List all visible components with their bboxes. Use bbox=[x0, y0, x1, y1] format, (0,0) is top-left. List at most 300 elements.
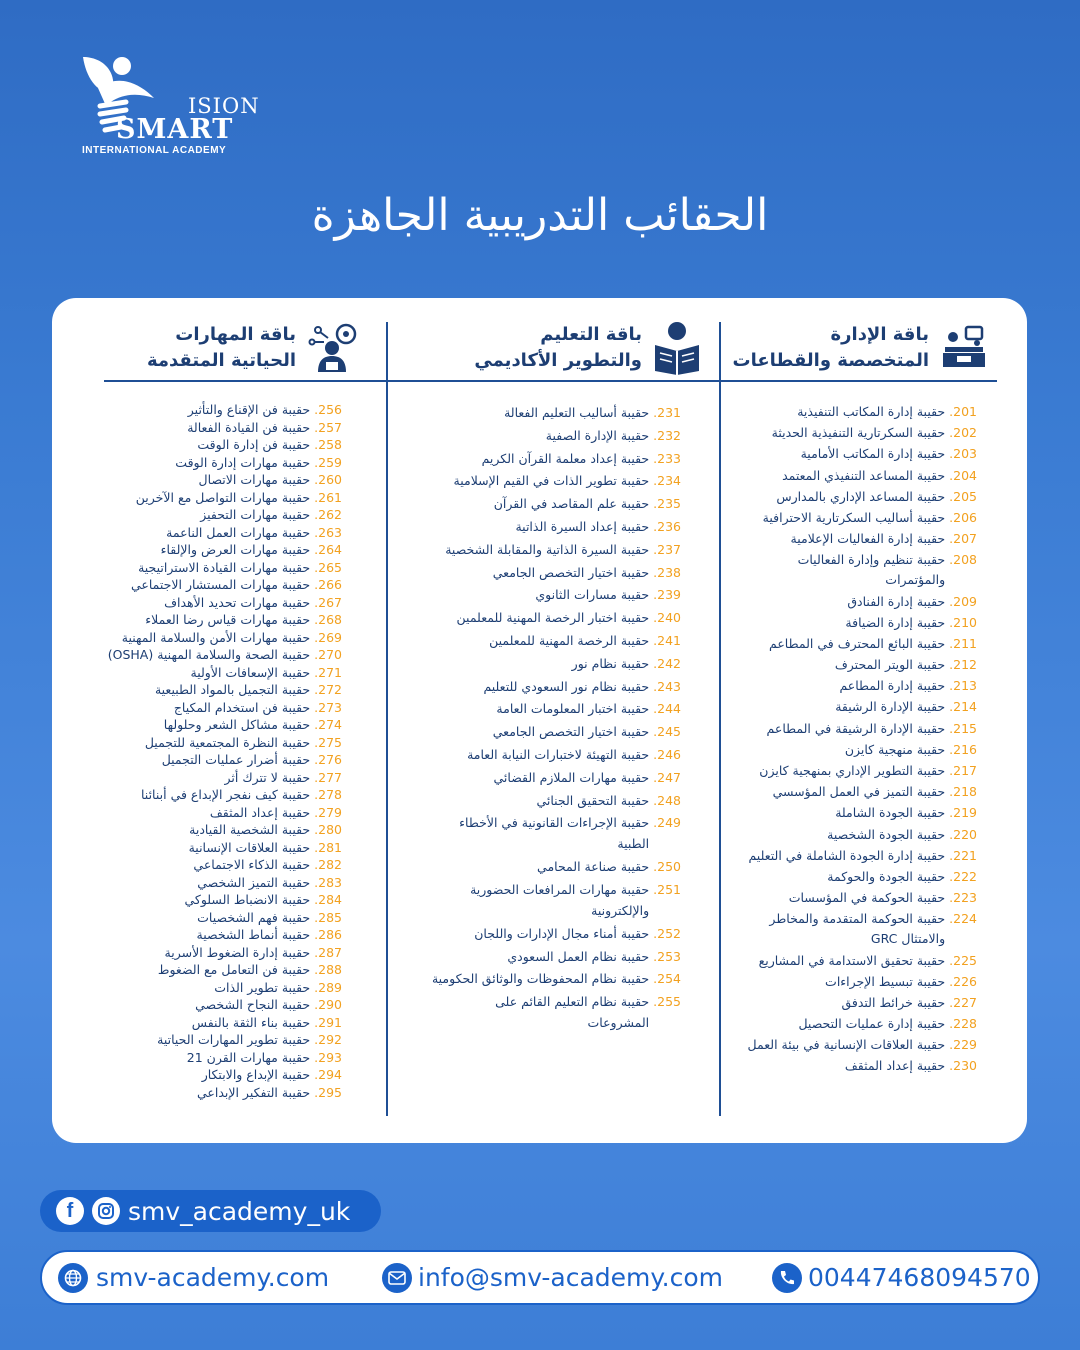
item-number: 227. bbox=[949, 994, 977, 1010]
item-number: 212. bbox=[949, 657, 977, 673]
item-title: حقيبة مهارات قياس رضا العملاء bbox=[145, 612, 311, 627]
item-title: حقيبة الرخصة المهنية للمعلمين bbox=[489, 632, 650, 648]
thinking-person-gear-icon bbox=[306, 322, 362, 374]
item-number: 291. bbox=[314, 1014, 342, 1030]
item-title: حقيبة إدارة عمليات التحصيل bbox=[798, 1016, 946, 1032]
list-item bbox=[102, 717, 342, 734]
item-number: 244. bbox=[653, 701, 681, 717]
item-title: حقيبة أمناء مجال الإدارات واللجان bbox=[474, 925, 650, 941]
list-item bbox=[737, 423, 977, 443]
item-title: حقيبة مشاكل الشعر وحلولها bbox=[163, 717, 311, 732]
item-title: حقيبة التميز في العمل المؤسسي bbox=[772, 784, 946, 800]
item-title: حقيبة لا تترك أثر bbox=[224, 769, 311, 785]
item-title: حقيبة التميز الشخصي bbox=[197, 874, 311, 890]
item-title: حقيبة النجاح الشخصي bbox=[195, 997, 311, 1012]
list-item bbox=[102, 612, 342, 629]
item-title: حقيبة إدارة الضغوط الأسرية bbox=[164, 944, 311, 960]
item-title: حقيبة كيف نفجر الإبداع في أبنائنا bbox=[141, 787, 311, 802]
item-title: حقيبة إعداد معلمة القرآن الكريم bbox=[481, 450, 650, 466]
list-item bbox=[737, 951, 977, 971]
item-number: 262. bbox=[314, 507, 342, 522]
item-number: 243. bbox=[653, 678, 681, 694]
list-item bbox=[431, 630, 681, 651]
list-item bbox=[102, 875, 342, 892]
item-number: 277. bbox=[314, 769, 342, 785]
column-divider-left bbox=[386, 322, 388, 1116]
item-title: حقيبة إعداد السيرة الذاتية bbox=[515, 518, 650, 534]
contact-bar bbox=[40, 1250, 1040, 1305]
item-title: حقيبة مهارات التحفيز bbox=[200, 507, 311, 522]
item-number: 253. bbox=[653, 948, 681, 964]
item-number: 286. bbox=[314, 927, 342, 942]
header-divider bbox=[104, 380, 997, 382]
item-number: 282. bbox=[314, 857, 342, 872]
item-title: حقيبة منهجية كايزن bbox=[844, 741, 946, 757]
list-item bbox=[102, 595, 342, 612]
item-number: 236. bbox=[653, 518, 681, 534]
item-number: 268. bbox=[314, 612, 342, 627]
item-title: حقيبة التجميل بالمواد الطبيعية bbox=[154, 682, 311, 697]
item-title: حقيبة نظام نور السعودي للتعليم bbox=[483, 678, 650, 694]
item-number: 293. bbox=[314, 1049, 342, 1065]
desk-reception-icon bbox=[939, 323, 989, 373]
item-number: 260. bbox=[314, 472, 342, 487]
list-item bbox=[102, 455, 342, 472]
item-title: حقيبة أنماط الشخصية bbox=[196, 927, 311, 942]
list-item bbox=[737, 803, 977, 823]
item-number: 256. bbox=[314, 402, 342, 417]
item-number: 283. bbox=[314, 874, 342, 890]
phone-icon bbox=[772, 1263, 802, 1293]
item-title: حقيبة فن التعامل مع الضغوط bbox=[157, 962, 311, 977]
list-item bbox=[431, 879, 681, 921]
item-number: 285. bbox=[314, 909, 342, 925]
item-title: حقيبة علم المقاصد في القرآن bbox=[493, 496, 650, 512]
social-handle-bar[interactable] bbox=[40, 1190, 381, 1232]
item-number: 270. bbox=[314, 647, 342, 662]
list-item bbox=[102, 945, 342, 962]
item-number: 240. bbox=[653, 610, 681, 626]
item-title: حقيبة فن الإقناع والتأثير bbox=[187, 402, 311, 417]
list-item bbox=[102, 962, 342, 979]
list-item bbox=[102, 787, 342, 804]
item-number: 201. bbox=[949, 404, 977, 419]
item-number: 250. bbox=[653, 859, 681, 875]
item-number: 264. bbox=[314, 542, 342, 557]
list-item bbox=[431, 516, 681, 537]
item-number: 226. bbox=[949, 973, 977, 989]
item-number: 216. bbox=[949, 741, 977, 757]
list-item bbox=[737, 740, 977, 760]
item-number: 288. bbox=[314, 962, 342, 977]
list-item bbox=[431, 539, 681, 560]
item-number: 231. bbox=[653, 405, 681, 420]
item-number: 218. bbox=[949, 784, 977, 800]
list-item bbox=[102, 980, 342, 997]
list-item bbox=[737, 402, 977, 422]
column-heading-2: الحياتية المتقدمة bbox=[146, 350, 296, 371]
item-title: حقيبة مهارات المستشار الاجتماعي bbox=[130, 577, 311, 592]
item-title: حقيبة إدارة الجودة الشاملة في التعليم bbox=[748, 847, 946, 863]
list-item bbox=[737, 909, 977, 949]
list-item bbox=[431, 923, 681, 944]
item-title: حقيبة الصحة والسلامة المهنية (OSHA) bbox=[107, 647, 311, 662]
item-number: 206. bbox=[949, 509, 977, 525]
list-item bbox=[737, 676, 977, 696]
item-number: 249. bbox=[653, 815, 681, 831]
item-title: حقيبة فن استخدام المكياج bbox=[173, 699, 311, 715]
item-title: حقيبة الحوكمة المتقدمة والمخاطر والامتثال GRC bbox=[769, 911, 946, 947]
list-item bbox=[737, 592, 977, 612]
item-number: 278. bbox=[314, 787, 342, 802]
item-title: حقيبة تطوير المهارات الحياتية bbox=[157, 1032, 311, 1047]
item-number: 241. bbox=[653, 632, 681, 648]
list-item bbox=[102, 700, 342, 717]
list-education bbox=[431, 402, 681, 1035]
item-title: حقيبة العلاقات الإنسانية bbox=[188, 839, 311, 855]
item-title: حقيبة اختبار الرخصة المهنية للمعلمين bbox=[456, 610, 650, 626]
item-title: حقيبة تنظيم وإدارة الفعاليات والمؤتمرات bbox=[797, 552, 946, 588]
item-title: حقيبة إدارة المكاتب التنفيذية bbox=[797, 404, 946, 419]
list-item bbox=[102, 752, 342, 769]
item-title: حقيبة نظام نور bbox=[571, 655, 650, 671]
item-number: 284. bbox=[314, 892, 342, 907]
list-item bbox=[102, 665, 342, 682]
item-title: حقيبة مهارات الأمن والسلامة المهنية bbox=[121, 629, 311, 645]
item-number: 254. bbox=[653, 971, 681, 987]
item-title: حقيبة إعداد المثقف bbox=[844, 1058, 946, 1074]
item-title: حقيبة مهارات الملازم القضائي bbox=[493, 769, 650, 785]
list-item bbox=[737, 761, 977, 781]
item-title: حقيبة المساعد الإداري بالمدارس bbox=[776, 488, 946, 504]
item-number: 224. bbox=[949, 911, 977, 927]
globe-icon bbox=[58, 1263, 88, 1293]
list-item bbox=[431, 676, 681, 697]
item-title: حقيبة تطوير الذات bbox=[214, 979, 311, 995]
item-number: 281. bbox=[314, 839, 342, 855]
item-title: حقيبة الويتر المحترف bbox=[834, 657, 946, 673]
item-title: حقيبة نظام المحفوظات والوثائق الحكومية bbox=[431, 971, 650, 987]
list-item bbox=[737, 719, 977, 739]
list-item bbox=[431, 790, 681, 811]
item-title: حقيبة إدارة الفعاليات الإعلامية bbox=[790, 531, 946, 547]
item-title: حقيبة تحقيق الاستدامة في المشاريع bbox=[758, 952, 946, 968]
list-item bbox=[431, 470, 681, 491]
item-number: 246. bbox=[653, 746, 681, 762]
list-item bbox=[737, 487, 977, 507]
item-title: حقيبة الإجراءات القانونية في الأخطاء الطبية bbox=[459, 815, 650, 852]
social-handle-text: smv_academy_uk bbox=[128, 1196, 351, 1226]
list-item bbox=[737, 1056, 977, 1076]
column-divider-right bbox=[719, 322, 721, 1116]
list-item bbox=[431, 767, 681, 788]
item-title: حقيبة إدارة الضيافة bbox=[845, 614, 946, 630]
envelope-icon bbox=[382, 1263, 412, 1293]
facebook-icon[interactable]: f bbox=[56, 1197, 84, 1225]
list-item bbox=[431, 562, 681, 583]
reader-book-icon bbox=[652, 321, 702, 375]
item-number: 290. bbox=[314, 997, 342, 1012]
item-number: 295. bbox=[314, 1084, 342, 1100]
item-number: 279. bbox=[314, 804, 342, 820]
list-item bbox=[737, 972, 977, 992]
list-item bbox=[431, 584, 681, 605]
list-item bbox=[102, 1067, 342, 1084]
item-title: حقيبة النظرة المجتمعية للتجميل bbox=[144, 734, 311, 750]
list-item bbox=[431, 991, 681, 1033]
item-number: 258. bbox=[314, 437, 342, 452]
list-item bbox=[737, 697, 977, 717]
item-number: 239. bbox=[653, 587, 681, 603]
list-item bbox=[102, 542, 342, 559]
item-number: 209. bbox=[949, 593, 977, 609]
column-header-education bbox=[432, 318, 702, 378]
list-item bbox=[102, 437, 342, 454]
item-number: 204. bbox=[949, 467, 977, 483]
item-title: حقيبة مسارات الثانوي bbox=[535, 587, 650, 603]
list-item bbox=[737, 825, 977, 845]
item-title: حقيبة الجودة الشاملة bbox=[835, 805, 946, 821]
list-item bbox=[431, 402, 681, 423]
item-number: 220. bbox=[949, 826, 977, 842]
list-item bbox=[102, 927, 342, 944]
list-item bbox=[102, 490, 342, 507]
item-title: حقيبة فن إدارة الوقت bbox=[197, 437, 311, 452]
item-number: 251. bbox=[653, 881, 681, 897]
list-item bbox=[102, 402, 342, 419]
list-item bbox=[737, 888, 977, 908]
item-number: 233. bbox=[653, 450, 681, 466]
brand-logo bbox=[70, 52, 260, 162]
item-title: حقيبة مهارات القرن 21 bbox=[186, 1049, 311, 1065]
item-number: 202. bbox=[949, 425, 977, 441]
list-item bbox=[431, 968, 681, 989]
list-item bbox=[737, 1014, 977, 1034]
item-title: حقيبة أساليب التعليم الفعالة bbox=[504, 405, 650, 420]
list-item bbox=[431, 653, 681, 674]
list-item bbox=[737, 508, 977, 528]
item-title: حقيبة التهيئة لاختبارات النيابة العامة bbox=[467, 746, 650, 762]
item-title: حقيبة الإدارة الرشيقة في المطاعم bbox=[766, 720, 946, 736]
list-item bbox=[102, 910, 342, 927]
item-number: 210. bbox=[949, 614, 977, 630]
item-number: 259. bbox=[314, 454, 342, 470]
item-number: 205. bbox=[949, 488, 977, 504]
list-item bbox=[737, 444, 977, 464]
item-title: حقيبة مهارات التواصل مع الآخرين bbox=[135, 489, 311, 505]
item-number: 276. bbox=[314, 752, 342, 767]
item-title: حقيبة اختيار التخصص الجامعي bbox=[492, 564, 650, 580]
item-number: 248. bbox=[653, 792, 681, 808]
phone-link[interactable] bbox=[772, 1263, 1031, 1293]
item-title: حقيبة نظام التعليم القائم على المشروعات bbox=[495, 994, 650, 1031]
item-number: 292. bbox=[314, 1032, 342, 1047]
item-number: 228. bbox=[949, 1016, 977, 1032]
list-item bbox=[102, 892, 342, 909]
list-item bbox=[102, 770, 342, 787]
item-number: 215. bbox=[949, 720, 977, 736]
item-title: حقيبة فن القيادة الفعالة bbox=[187, 419, 311, 435]
item-title: حقيبة الإدارة الرشيقة bbox=[835, 699, 946, 715]
list-item bbox=[431, 607, 681, 628]
column-header-skills bbox=[122, 318, 362, 378]
list-item bbox=[431, 721, 681, 742]
item-number: 269. bbox=[314, 629, 342, 645]
item-title: حقيبة السيرة الذاتية والمقابلة الشخصية bbox=[445, 541, 650, 557]
list-item bbox=[102, 647, 342, 664]
list-item bbox=[431, 856, 681, 877]
column-heading-1: باقة التعليم bbox=[540, 324, 642, 345]
brand-line-3: INTERNATIONAL ACADEMY bbox=[82, 145, 227, 156]
item-number: 263. bbox=[314, 524, 342, 540]
item-number: 272. bbox=[314, 682, 342, 697]
item-title: حقيبة إدارة المطاعم bbox=[839, 678, 946, 694]
item-title: حقيبة خرائط التدفق bbox=[841, 994, 946, 1010]
item-number: 217. bbox=[949, 763, 977, 778]
list-item bbox=[102, 857, 342, 874]
list-item bbox=[431, 946, 681, 967]
item-number: 266. bbox=[314, 577, 342, 592]
item-title: حقيبة العلاقات الإنسانية في بيئة العمل bbox=[747, 1037, 946, 1053]
list-item bbox=[737, 867, 977, 887]
item-title: حقيبة إعداد المثقف bbox=[209, 804, 311, 820]
item-number: 214. bbox=[949, 699, 977, 715]
item-title: حقيبة إدارة الفنادق bbox=[847, 593, 946, 609]
item-number: 232. bbox=[653, 427, 681, 443]
email-link[interactable] bbox=[382, 1263, 723, 1293]
list-item bbox=[102, 1032, 342, 1049]
brand-line-1: ISION bbox=[188, 94, 260, 118]
item-number: 221. bbox=[949, 847, 977, 863]
item-title: حقيبة إدارة المكاتب الأمامية bbox=[800, 446, 946, 462]
item-title: حقيبة الشخصية القيادية bbox=[189, 822, 311, 837]
list-item bbox=[737, 655, 977, 675]
item-number: 275. bbox=[314, 734, 342, 750]
list-item bbox=[102, 420, 342, 437]
item-title: حقيبة التفكير الإبداعي bbox=[196, 1084, 311, 1100]
list-item bbox=[102, 577, 342, 594]
item-title: حقيبة مهارات العرض والإلقاء bbox=[160, 542, 311, 557]
list-item bbox=[102, 630, 342, 647]
item-title: حقيبة اختبار المعلومات العامة bbox=[496, 701, 650, 717]
website-text: smv-academy.com bbox=[96, 1263, 330, 1292]
item-number: 271. bbox=[314, 664, 342, 680]
item-title: حقيبة نظام العمل السعودي bbox=[507, 948, 650, 964]
page-title: الحقائب التدريبية الجاهزة bbox=[311, 190, 769, 241]
item-number: 203. bbox=[949, 446, 977, 462]
item-number: 213. bbox=[949, 678, 977, 694]
list-item bbox=[102, 822, 342, 839]
list-item bbox=[737, 529, 977, 549]
list-item bbox=[431, 698, 681, 719]
item-title: حقيبة الجودة الشخصية bbox=[827, 826, 946, 842]
list-item bbox=[431, 425, 681, 446]
item-title: حقيبة مهارات الاتصال bbox=[198, 472, 311, 487]
item-title: حقيبة الحوكمة في المؤسسات bbox=[788, 890, 946, 906]
list-item bbox=[102, 805, 342, 822]
item-number: 207. bbox=[949, 531, 977, 547]
email-text: info@smv-academy.com bbox=[418, 1263, 723, 1292]
item-number: 267. bbox=[314, 594, 342, 610]
item-number: 294. bbox=[314, 1067, 342, 1082]
item-title: حقيبة التطوير الإداري بمنهجية كايزن bbox=[759, 763, 946, 778]
list-item bbox=[431, 744, 681, 765]
item-number: 245. bbox=[653, 724, 681, 740]
item-title: حقيبة مهارات القيادة الاستراتيجية bbox=[138, 559, 311, 575]
item-number: 225. bbox=[949, 952, 977, 968]
list-item bbox=[102, 1085, 342, 1102]
item-title: حقيبة الإدارة الصفية bbox=[545, 427, 650, 443]
item-number: 237. bbox=[653, 541, 681, 557]
item-title: حقيبة فهم الشخصيات bbox=[197, 909, 311, 925]
list-item bbox=[431, 812, 681, 854]
item-title: حقيبة أضرار عمليات التجميل bbox=[161, 752, 311, 767]
brand-line-2: SMART bbox=[116, 114, 234, 145]
website-link[interactable] bbox=[58, 1263, 329, 1293]
item-title: حقيبة تطوير الذات في القيم الإسلامية bbox=[453, 473, 650, 489]
list-item bbox=[737, 782, 977, 802]
item-number: 274. bbox=[314, 717, 342, 732]
list-skills bbox=[102, 402, 342, 1102]
list-item bbox=[102, 682, 342, 699]
item-number: 280. bbox=[314, 822, 342, 837]
column-heading-1: باقة المهارات bbox=[175, 324, 296, 345]
list-item bbox=[102, 1015, 342, 1032]
list-item bbox=[737, 550, 977, 590]
item-title: حقيبة اختيار التخصص الجامعي bbox=[492, 724, 650, 740]
item-number: 273. bbox=[314, 699, 342, 715]
list-item bbox=[737, 993, 977, 1013]
list-management bbox=[737, 402, 977, 1078]
item-title: حقيبة مهارات العمل الناعمة bbox=[166, 524, 311, 540]
catalog-card bbox=[52, 298, 1027, 1143]
item-title: حقيبة الانضباط السلوكي bbox=[184, 892, 311, 907]
item-number: 222. bbox=[949, 868, 977, 884]
item-number: 265. bbox=[314, 559, 342, 575]
list-item bbox=[102, 997, 342, 1014]
item-number: 211. bbox=[949, 635, 977, 651]
item-title: حقيبة مهارات تحديد الأهداف bbox=[164, 594, 311, 610]
phone-text: 00447468094570 bbox=[808, 1263, 1031, 1292]
item-number: 223. bbox=[949, 890, 977, 906]
column-header-management bbox=[729, 318, 989, 378]
list-item bbox=[737, 613, 977, 633]
item-title: حقيبة الإسعافات الأولية bbox=[190, 664, 311, 680]
item-number: 287. bbox=[314, 944, 342, 960]
item-number: 234. bbox=[653, 473, 681, 489]
list-item bbox=[102, 840, 342, 857]
list-item bbox=[102, 472, 342, 489]
item-title: حقيبة تبسيط الإجراءات bbox=[825, 973, 946, 989]
item-number: 242. bbox=[653, 655, 681, 671]
list-item bbox=[102, 560, 342, 577]
item-number: 230. bbox=[949, 1058, 977, 1074]
column-heading-2: والتطوير الأكاديمي bbox=[474, 350, 642, 371]
item-title: حقيبة صناعة المحامي bbox=[537, 859, 650, 875]
list-item bbox=[737, 634, 977, 654]
item-title: حقيبة مهارات المرافعات الحضورية والإلكترونية bbox=[470, 881, 650, 918]
item-title: حقيبة التحقيق الجنائي bbox=[536, 792, 650, 808]
item-title: حقيبة السكرتارية التنفيذية الحديثة bbox=[771, 425, 946, 441]
item-number: 229. bbox=[949, 1037, 977, 1053]
item-number: 289. bbox=[314, 979, 342, 995]
list-item bbox=[431, 448, 681, 469]
item-title: حقيبة الإبداع والابتكار bbox=[201, 1067, 311, 1082]
item-title: حقيبة أساليب السكرتارية الاحترافية bbox=[762, 509, 946, 525]
list-item bbox=[102, 525, 342, 542]
item-number: 261. bbox=[314, 489, 342, 505]
instagram-icon[interactable] bbox=[92, 1197, 120, 1225]
